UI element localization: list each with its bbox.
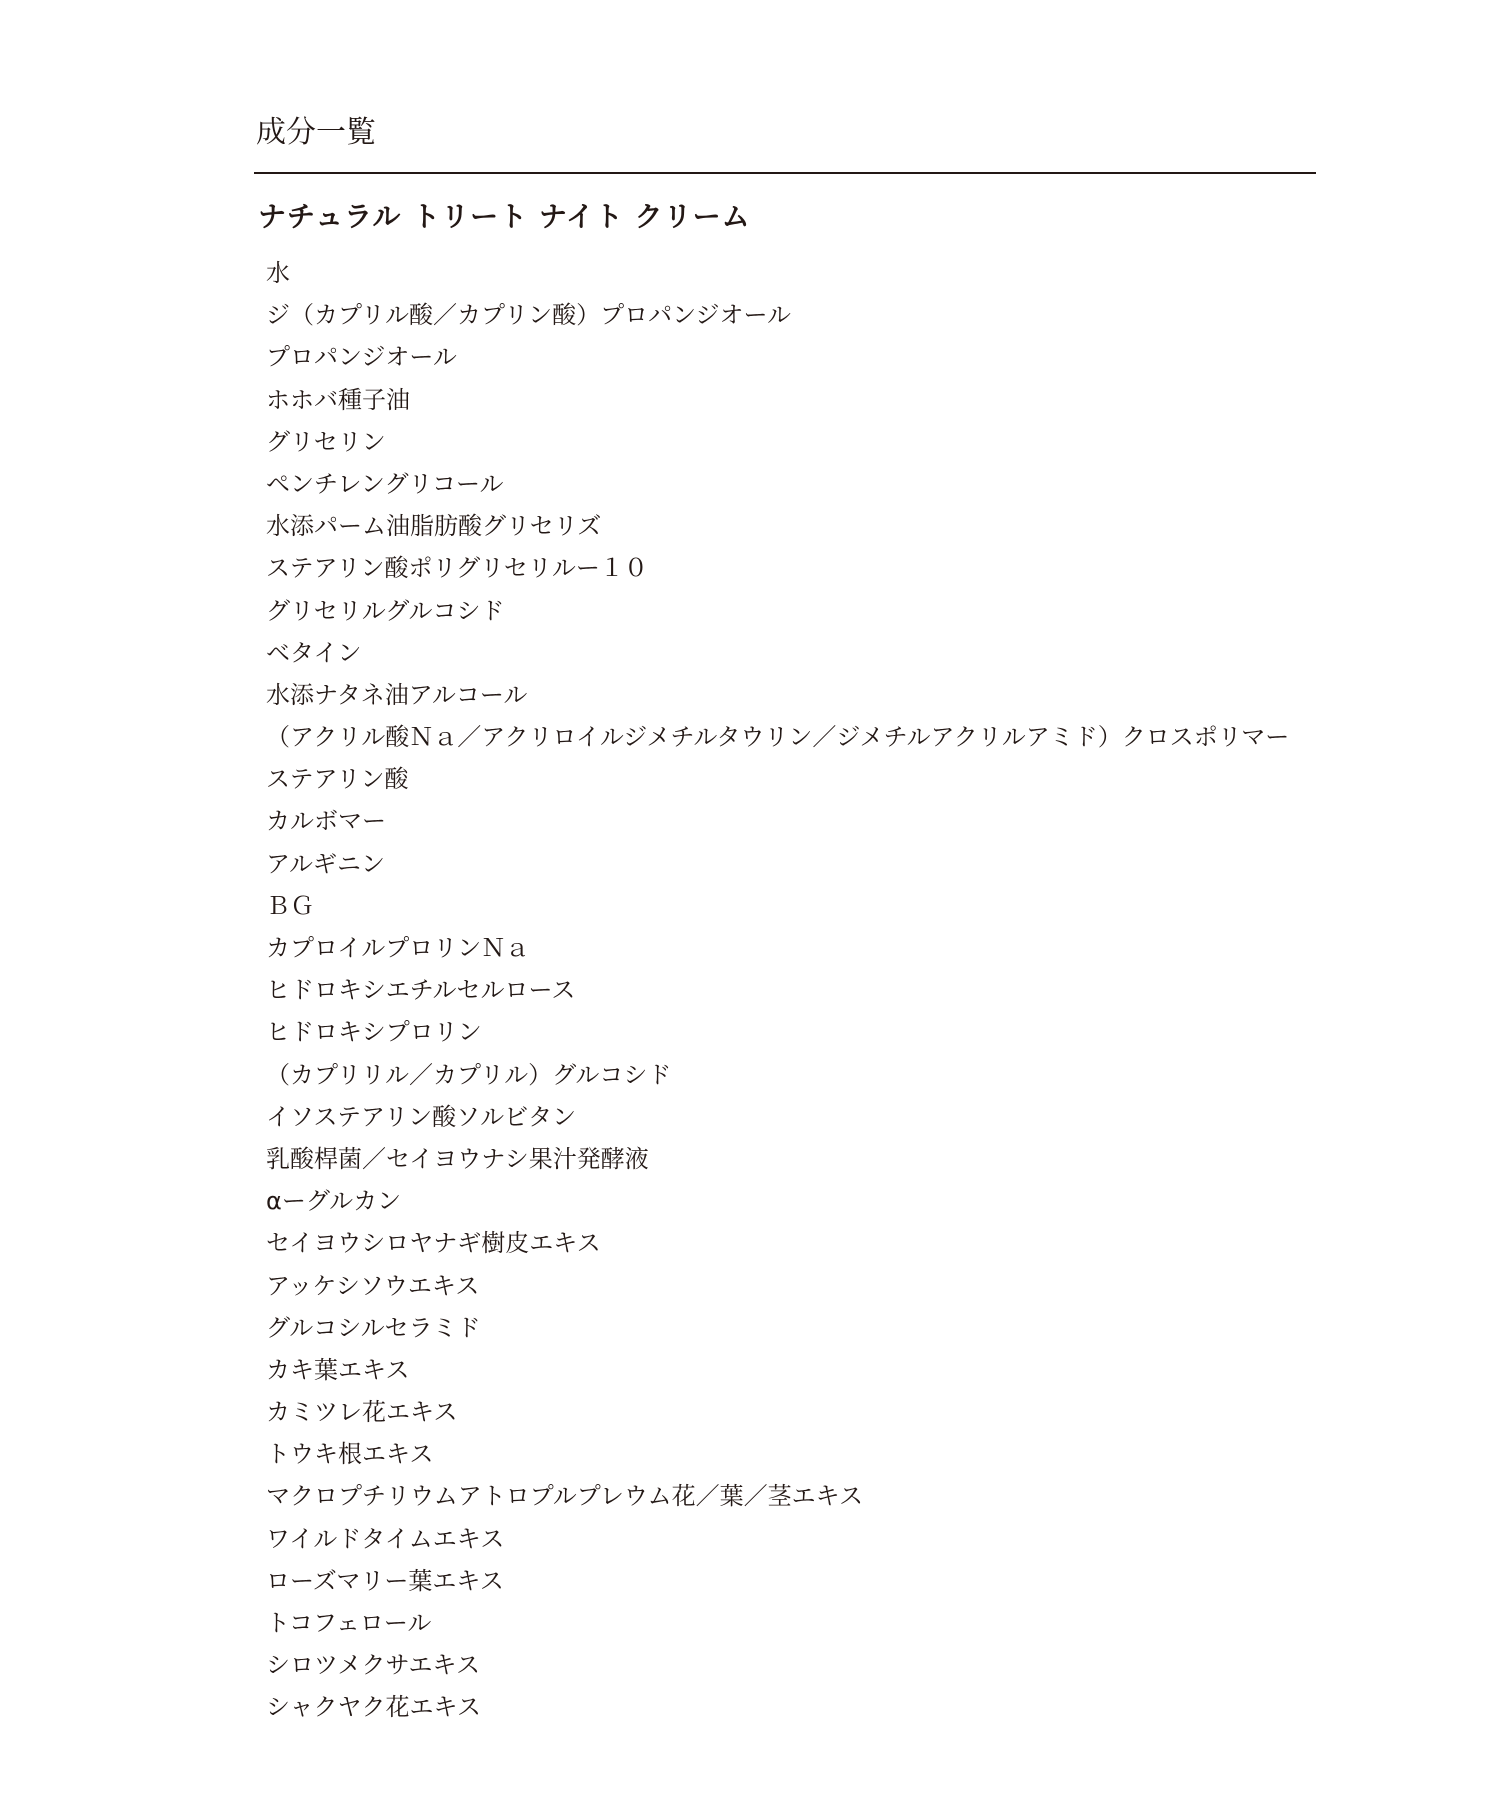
- ingredient-item: 乳酸桿菌／セイヨウナシ果汁発酵液: [266, 1144, 649, 1173]
- ingredient-item: カキ葉エキス: [266, 1355, 410, 1384]
- ingredient-item: イソステアリン酸ソルビタン: [266, 1102, 577, 1131]
- ingredient-item: アッケシソウエキス: [266, 1271, 480, 1300]
- ingredient-list: [266, 252, 1289, 1729]
- ingredient-item: ベタイン: [266, 638, 362, 667]
- ingredient-item: ジ（カプリル酸／カプリン酸）プロパンジオール: [266, 301, 791, 330]
- title-divider: [254, 172, 1316, 174]
- ingredient-item: マクロプチリウムアトロプルプレウム花／葉／茎エキス: [266, 1482, 864, 1511]
- ingredient-item: カミツレ花エキス: [266, 1398, 458, 1427]
- ingredient-item: セイヨウシロヤナギ樹皮エキス: [266, 1229, 601, 1258]
- ingredient-item: 水添パーム油脂肪酸グリセリズ: [266, 512, 602, 541]
- ingredient-item: グリセリン: [266, 427, 386, 456]
- ingredient-item: ヒドロキシプロリン: [266, 1018, 482, 1047]
- ingredient-item: ＢＧ: [266, 891, 314, 920]
- ingredient-item: ペンチレングリコール: [266, 469, 504, 498]
- product-name: ナチュラル トリート ナイト クリーム: [258, 200, 751, 233]
- ingredient-item: αーグルカン: [266, 1187, 402, 1216]
- ingredient-item: カルボマー: [266, 807, 386, 836]
- ingredient-item: ホホバ種子油: [266, 385, 410, 414]
- ingredient-item: アルギニン: [266, 849, 386, 878]
- ingredient-item: シロツメクサエキス: [266, 1651, 481, 1680]
- ingredient-item: ステアリン酸ポリグリセリルー１０: [266, 554, 648, 583]
- ingredient-item: （カプリリル／カプリル）グルコシド: [266, 1060, 672, 1089]
- ingredient-item: グルコシルセラミド: [266, 1313, 481, 1342]
- ingredient-item: カプロイルプロリンＮａ: [266, 934, 530, 962]
- ingredient-item: ワイルドタイムエキス: [266, 1524, 505, 1553]
- ingredient-item: グリセリルグルコシド: [266, 596, 505, 625]
- ingredient-item: ヒドロキシエチルセルロース: [266, 976, 576, 1005]
- ingredient-item: 水添ナタネ油アルコール: [266, 680, 528, 709]
- ingredient-item: トウキ根エキス: [266, 1440, 434, 1469]
- ingredient-item: プロパンジオール: [266, 343, 457, 372]
- ingredient-item: シャクヤク花エキス: [266, 1693, 482, 1722]
- ingredient-item: ステアリン酸: [266, 765, 409, 794]
- ingredient-item: ローズマリー葉エキス: [266, 1566, 504, 1595]
- section-title: 成分一覧: [256, 115, 376, 150]
- ingredient-item: （アクリル酸Ｎａ／アクリロイルジメチルタウリン／ジメチルアクリルアミド）クロスポリマー: [266, 723, 1290, 752]
- ingredient-item: トコフェロール: [266, 1609, 432, 1637]
- ingredient-item: 水: [266, 259, 290, 287]
